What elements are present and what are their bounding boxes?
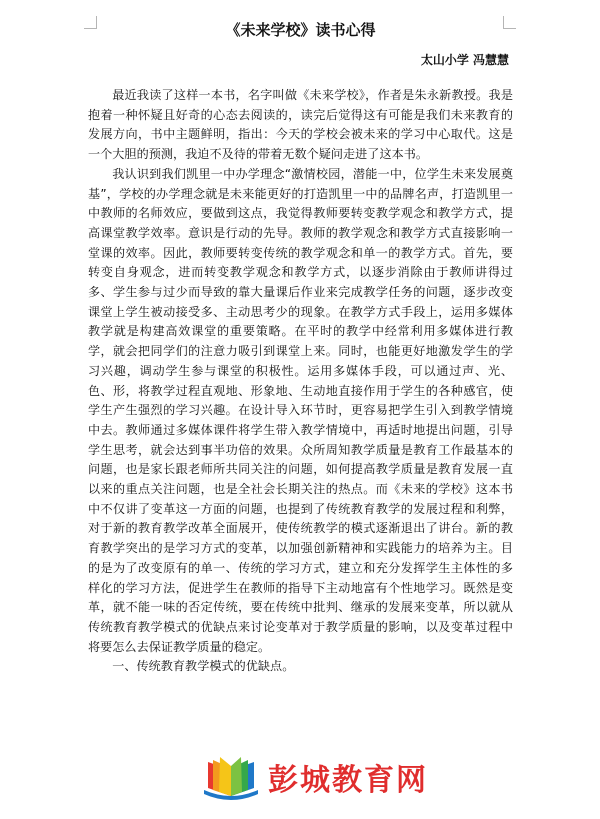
paragraph-1: 最近我读了这样一本书，名字叫做《未来学校》，作者是朱永新教授。我是抱着一种怀疑且好奇的心态去阅读的，读完后觉得这有可能是我们未来教育的发展方向，书中主题鲜明，指出：今天的学校会被未来的学习中心取代。这是一个大胆的预测，我迫不及待的带着无数个疑问走进了这本书。 [88, 88, 513, 162]
document-title: 《未来学校》读书心得 [225, 21, 376, 39]
logo-text: 彭城教育网 [268, 763, 428, 798]
footer-logo [200, 752, 428, 802]
paragraph-3: 一、传统教育教学模式的优缺点。 [112, 659, 295, 674]
document-body [88, 86, 513, 677]
open-book-logo-icon [200, 752, 262, 802]
paragraph-2: 我认识到我们凯里一中办学理念“激情校园，潜能一中，位学生未来发展奠基”，学校的办学理念就是未来能更好的打造凯里一中的品牌名声，打造凯里一中教师的名师效应，要做到这点，我觉得教师要转变教学观念和教学方式，提高课堂教学效率。意识是行动的先导。教师的教学观念和教学方式直接影响一堂课的效率。因此，教师要转变传统的教学观念和单一的教学方式。首先，要转变自身观念，进而转变教学观念和教学方式，以逐步消除由于教师讲得过多、学生参与过少而导致的靠大量课后作业来完成教学任务的问题，逐步改变课堂上学生被动接受多、主动思考少的现象。在教学方式手段上，运用多媒体教学就是构建高效课堂的重要策略。在平时的教学中经常利用多媒体进行教学，就会把同学们的注意力吸引到课堂上来。同时，也能更好地激发学生的学习兴趣，调动学生参与课堂的积极性。运用多媒体手段，可以通过声、光、色、形，将教学过程直观地、形象地、生动地直接作用于学生的各种感官，使学生产生强烈的学习兴趣。在设计导入环节时，更容易把学生引入到教学情境中去。教师通过多媒体课件将学生带入教学情境中，再适时地提出问题，引导学生思考，就会达到事半功倍的效果。众所周知教学质量是教育工作最基本的问题，也是家长跟老师所共同关注的问题，如何提高教学质量是教育发展一直以来的重点关注问题，也是全社会长期关注的热点。而《未来的学校》这本书中不仅讲了变革这一方面的问题，也提到了传统教育教学的发展过程和利弊，对于新的教育教学改革全面展开，使传统教学的模式逐渐退出了讲台。新的教育教学突出的是学习方式的变革，以加强创新精神和实践能力的培养为主。目的是为了改变原有的单一、传统的学习方式，建立和充分发挥学生主体性的多样化的学习方法，促进学生在教师的指导下主动地富有个性地学习。既然是变革，就不能一味的否定传统，要在传统中批判、继承的发展来变革，所以就从传统教育教学模式的优缺点来讨论变革对于教学质量的影响，以及变革过程中将要怎么去保证教学质量的稳定。 [88, 166, 513, 654]
document-page [88, 18, 513, 677]
document-author: 太山小学 冯慧慧 [420, 53, 509, 67]
